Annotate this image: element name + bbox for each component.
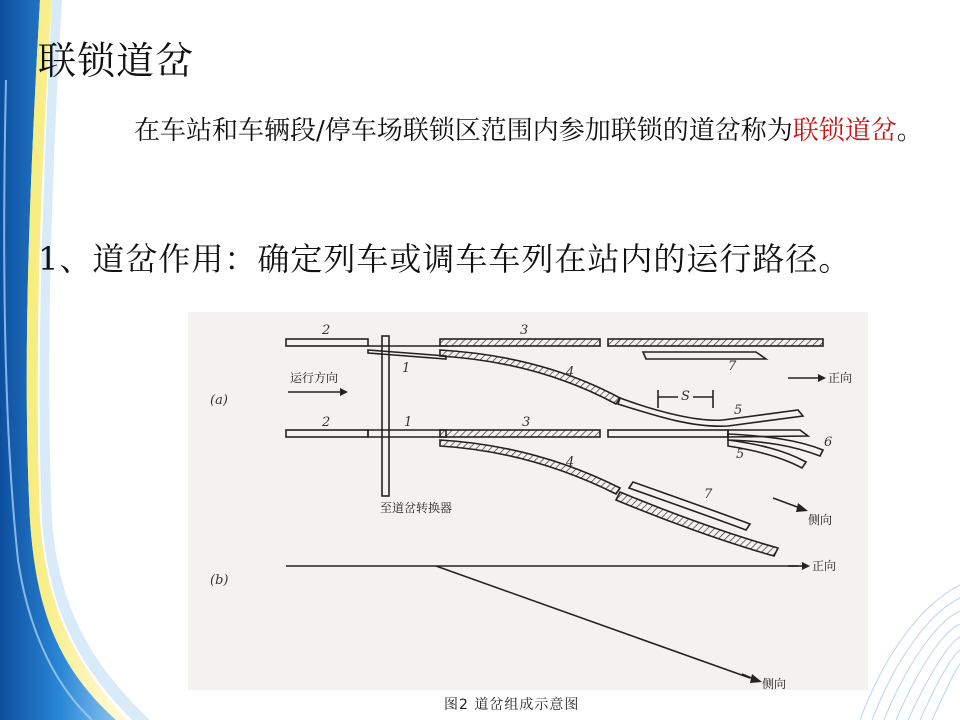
figure-caption: 图2 道岔组成示意图 <box>444 697 580 713</box>
rail-2-top <box>286 339 368 346</box>
label-5-top: 5 <box>734 403 743 418</box>
rail-3-top <box>440 339 600 346</box>
label-3-bot: 3 <box>522 415 531 430</box>
rail-5-bot <box>728 430 808 437</box>
rail-3-top-right <box>608 339 823 346</box>
label-side-b: 侧向 <box>762 677 787 690</box>
label-1-bot: 1 <box>404 415 413 430</box>
switch-rod <box>382 336 389 496</box>
label-6-bot: 6 <box>824 435 833 450</box>
rail-2-bot <box>286 430 368 437</box>
label-s: S <box>681 389 690 404</box>
definition-paragraph <box>38 110 958 152</box>
label-forward-a: 正向 <box>828 371 853 385</box>
rail-5-top <box>618 398 803 426</box>
drawing-b <box>286 566 798 678</box>
curve-rail-4-top <box>440 350 620 404</box>
label-5-bot: 5 <box>736 447 745 462</box>
label-forward-b: 正向 <box>812 559 837 573</box>
rail-3-bot <box>440 430 600 437</box>
paragraph-text: 在车站和车辆段/停车场联锁区范围内参加联锁的道岔称为 <box>134 116 793 146</box>
label-switch-machine: 至道岔转换器 <box>380 501 453 515</box>
highlight-term: 联锁道岔 <box>792 116 897 146</box>
turnout-figure <box>188 312 868 690</box>
label-2-top: 2 <box>322 323 331 338</box>
side-arrow-b-head <box>750 674 762 683</box>
label-4-top: 4 <box>566 365 575 380</box>
run-direction-arrow-head <box>340 388 348 396</box>
label-1-top: 1 <box>402 361 411 376</box>
left-blue-band <box>0 0 120 720</box>
point-1: 1、道岔作用：确定列车或调车车列在站内的运行路径。 <box>38 240 852 278</box>
label-side-a: 侧向 <box>808 513 833 527</box>
side-arrow-a <box>773 498 800 508</box>
label-7-top: 7 <box>728 359 737 374</box>
label-7-bot: 7 <box>704 487 713 502</box>
forward-arrow-a-head <box>818 374 826 382</box>
side-arrow-a-head <box>796 503 808 512</box>
bottom-right-waves <box>860 585 960 720</box>
rail-bot-curve <box>616 492 778 556</box>
forward-arrow-b-head <box>802 562 810 570</box>
switch-rail-1-top <box>368 350 446 359</box>
drawing-a-upper <box>286 339 823 426</box>
label-4-bot: 4 <box>566 455 575 470</box>
slide-title: 联锁道岔 <box>38 39 195 83</box>
paragraph-end: 。 <box>896 116 923 146</box>
curve-rail-4-bot <box>440 440 620 494</box>
turnout-diagram <box>188 312 868 690</box>
label-a: (a) <box>210 393 228 408</box>
label-3-top: 3 <box>520 323 529 338</box>
rail-7-top <box>643 352 766 359</box>
label-b: (b) <box>210 573 229 588</box>
rail-3-bot-right <box>608 430 728 437</box>
label-2-bot: 2 <box>322 415 331 430</box>
label-direction: 运行方向 <box>290 371 339 385</box>
switch-rail-1-bot <box>368 430 446 437</box>
branch-line-b <box>436 566 750 678</box>
